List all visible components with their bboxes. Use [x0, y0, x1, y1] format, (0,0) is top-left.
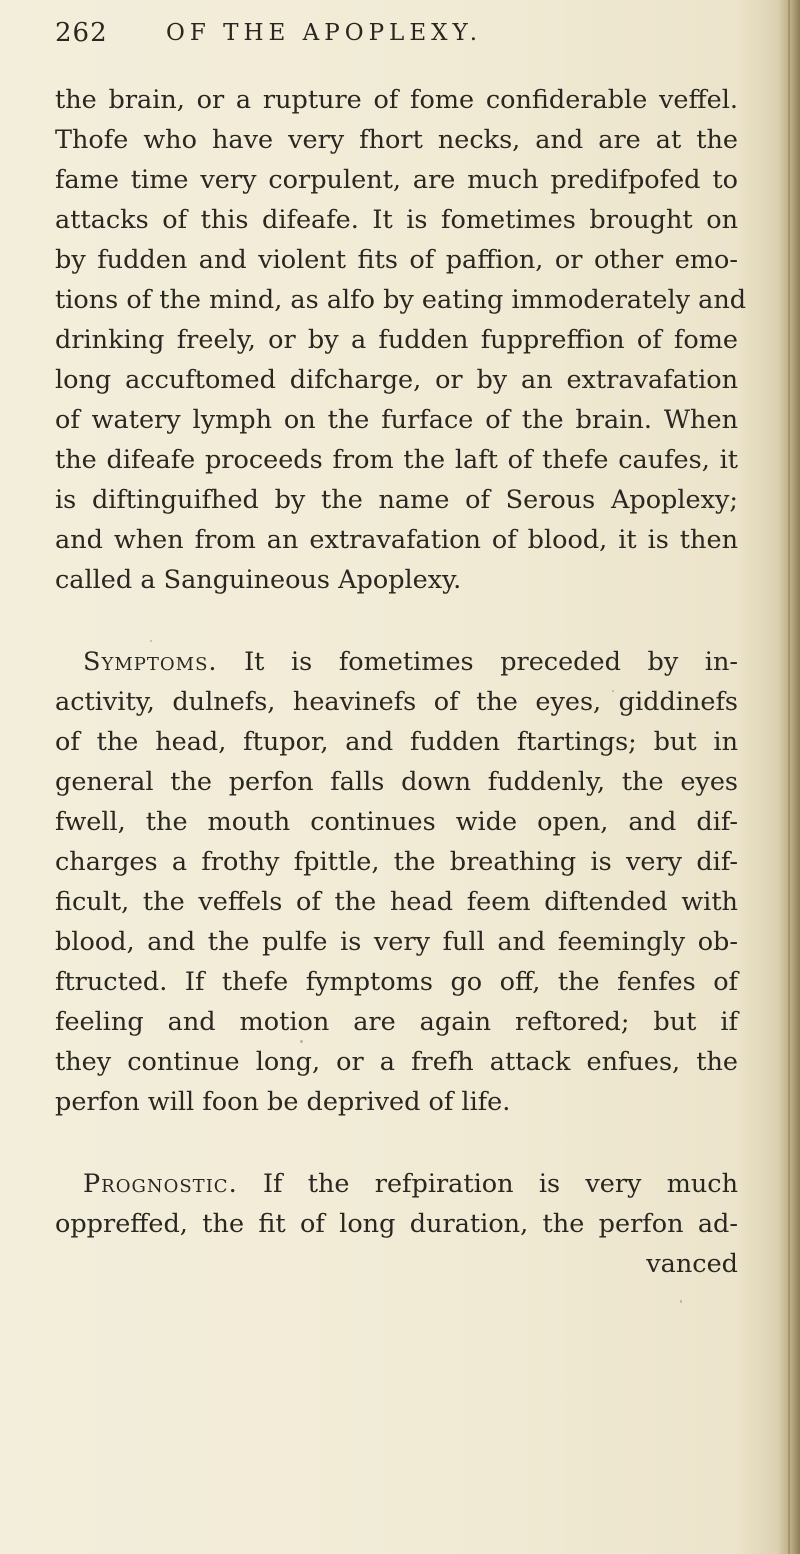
text-line: the difeafe proceeds from the laft of thefe caufes, it	[55, 445, 738, 475]
paper-speck	[150, 640, 152, 642]
text-line: Thofe who have very fhort necks, and are at the	[55, 125, 738, 155]
text-line: ftructed. If thefe fymptoms go off, the fenfes of	[55, 967, 738, 997]
catchword: vanced	[646, 1249, 738, 1279]
text-line: is diftinguifhed by the name of Serous Apoplexy;	[55, 485, 738, 515]
text-line: attacks of this difeafe. It is fometimes brought on	[55, 205, 738, 235]
body-text	[55, 80, 747, 1284]
text-line: charges a frothy fpittle, the breathing is very dif-	[55, 847, 738, 877]
text-line: fwell, the mouth continues wide open, and dif-	[55, 807, 738, 837]
text-run: If the refpiration is very much	[262, 1169, 739, 1199]
text-line: activity, dulnefs, heavinefs of the eyes, giddinefs	[55, 687, 738, 717]
section-heading-prognostic: Prognostic.	[83, 1169, 238, 1199]
text-line: ficult, the veffels of the head feem diftended with	[55, 887, 738, 917]
paragraph-apoplexy-causes	[55, 80, 747, 600]
text-line: general the perfon falls down fuddenly, the eyes	[55, 767, 738, 797]
text-line: feeling and motion are again reftored; but if	[55, 1007, 738, 1037]
text-line: oppreffed, the fit of long duration, the perfon ad-	[55, 1209, 738, 1239]
section-heading-symptoms: Symptoms.	[83, 647, 218, 677]
paper-speck	[612, 690, 614, 692]
text-line	[55, 642, 738, 682]
paragraph-symptoms	[55, 642, 738, 1122]
text-line: the brain, or a rupture of fome confiderable veffel.	[55, 85, 738, 115]
text-line: and when from an extravafation of blood, it is then	[55, 525, 738, 555]
paragraph-gap	[55, 1122, 738, 1164]
page-number: 262	[55, 18, 108, 48]
running-title: OF THE APOPLEXY.	[166, 20, 483, 46]
text-line: of the head, ftupor, and fudden ftartings; but in	[55, 727, 738, 757]
text-line: by fudden and violent fits of paffion, or other emo-	[55, 245, 738, 275]
text-line: tions of the mind, as alfo by eating immoderately and	[55, 285, 747, 315]
text-line: blood, and the pulfe is very full and feemingly ob-	[55, 927, 738, 957]
text-line: of watery lymph on the furface of the brain. When	[55, 405, 738, 435]
paper-speck	[300, 1040, 303, 1043]
paper-speck	[680, 1300, 682, 1303]
text-line: they continue long, or a frefh attack enfues, the	[55, 1047, 738, 1077]
text-line: long accuftomed difcharge, or by an extravafation	[55, 365, 738, 395]
page-edge-line	[788, 0, 790, 1554]
paragraph-prognostic	[55, 1164, 738, 1284]
text-line: called a Sanguineous Apoplexy.	[55, 565, 462, 595]
text-line: drinking freely, or by a fudden fuppreffion of fome	[55, 325, 738, 355]
text-run: It is fometimes preceded by in-	[244, 647, 738, 677]
paragraph-gap	[55, 600, 738, 642]
text-line: perfon will foon be deprived of life.	[55, 1087, 511, 1117]
text-line: fame time very corpulent, are much predifpofed to	[55, 165, 738, 195]
text-line	[55, 1164, 738, 1204]
